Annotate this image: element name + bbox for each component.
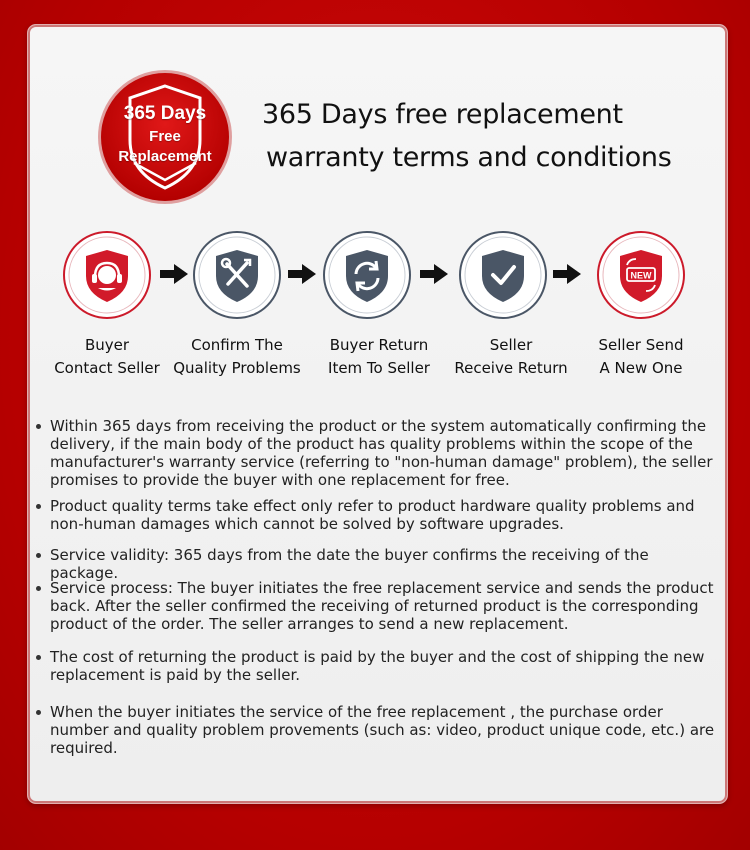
- svg-text:NEW: NEW: [630, 270, 652, 281]
- step-4-icon: [458, 230, 548, 320]
- replacement-seal: [96, 68, 234, 206]
- return-refresh-icon: [322, 230, 412, 320]
- list-item: Product quality terms take effect only refer to product hardware quality problems and non-human damages which cannot be solved by software upgrades.: [36, 497, 721, 533]
- list-item: Within 365 days from receiving the product or the system automatically confirming the delivery, if the main body of the product has quality problems within the scope of the manufacturer's warranty service (referring to "non-human damage" problem), the seller promises to provide the buyer with one replacement for free.: [36, 417, 721, 489]
- list-item: Service process: The buyer initiates the free replacement service and sends the product back. After the seller confirmed the receiving of returned product is the corresponding product of the order. The seller arranges to send a new replacement.: [36, 579, 721, 633]
- arrow-1-icon: [160, 264, 188, 284]
- arrow-4-icon: [553, 264, 581, 284]
- step-4-label: Seller Receive Return: [454, 336, 568, 377]
- bullet-icon: [36, 553, 41, 558]
- bullet-icon: [36, 710, 41, 715]
- step-3-label: Buyer Return Item To Seller: [328, 336, 430, 377]
- seal-line-1: 365 Days: [123, 103, 207, 124]
- list-item: The cost of returning the product is paid by the buyer and the cost of shipping the new replacement is paid by the seller.: [36, 648, 721, 684]
- arrow-3-icon: [420, 264, 448, 284]
- step-3-icon: [322, 230, 412, 320]
- customer-service-headset-icon: [62, 230, 152, 320]
- seal-line-3: Replacement: [118, 148, 212, 165]
- seal-line-2: Free: [149, 128, 181, 145]
- bullet-icon: [36, 424, 41, 429]
- bullet-icon: [36, 504, 41, 509]
- checkmark-icon: [458, 230, 548, 320]
- page-title: [262, 93, 682, 179]
- step-1-icon: [62, 230, 152, 320]
- step-5-label: Seller Send A New One: [598, 336, 684, 377]
- step-5-icon: [596, 230, 686, 320]
- title-line-1: 365 Days free replacement: [262, 99, 623, 130]
- bullet-icon: [36, 655, 41, 660]
- step-1-label: Buyer Contact Seller: [54, 336, 160, 377]
- step-2-label: Confirm The Quality Problems: [173, 336, 301, 377]
- title-line-2: warranty terms and conditions: [266, 142, 672, 173]
- new-badge-icon: [596, 230, 686, 320]
- bullet-icon: [36, 586, 41, 591]
- list-item: When the buyer initiates the service of the free replacement , the purchase order number and quality problem provements (such as: video, product unique code, etc.) are required.: [36, 703, 721, 757]
- tools-icon: [192, 230, 282, 320]
- arrow-2-icon: [288, 264, 316, 284]
- list-item: Service validity: 365 days from the date the buyer confirms the receiving of the package.: [36, 546, 721, 582]
- step-2-icon: [192, 230, 282, 320]
